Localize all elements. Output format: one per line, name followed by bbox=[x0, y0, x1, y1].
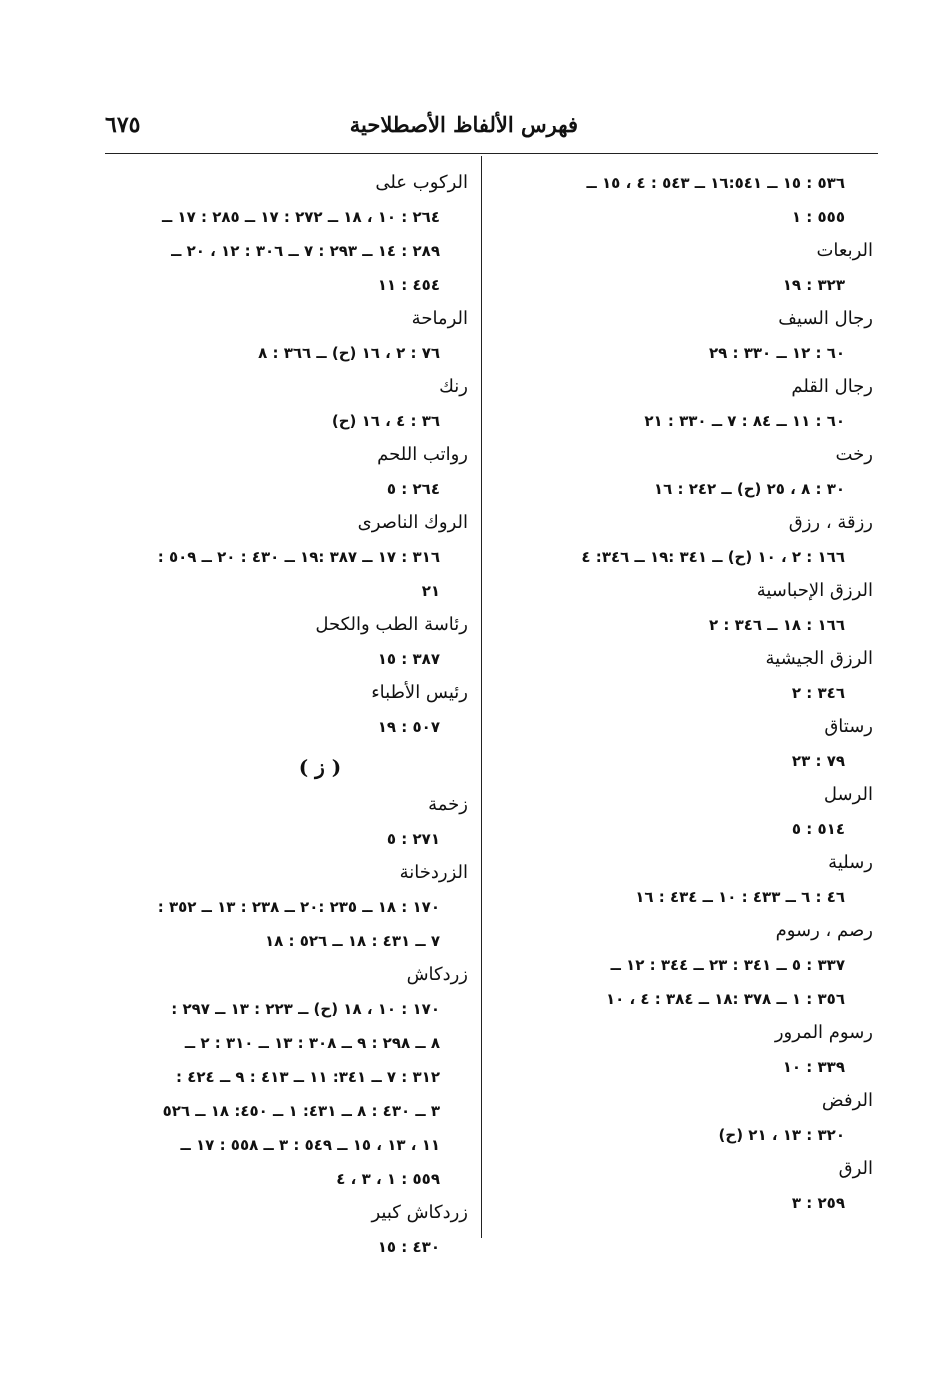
page-references: ٣٢٠ : ١٣ ، ٢١ (ح) bbox=[718, 1126, 845, 1144]
index-term: رئيس الأطباء bbox=[371, 682, 468, 703]
page-references: ٣١٢ : ٧ ــ ٣٤١: ١١ ــ ٤١٣ : ٩ ــ ٤٢٤ : bbox=[176, 1068, 440, 1086]
page-references: ٤٦ : ٦ ــ ٤٣٣ : ١٠ ــ ٤٣٤ : ١٦ bbox=[635, 888, 845, 906]
page-number: ٦٧٥ bbox=[105, 112, 141, 138]
page-references: ٣٢٣ : ١٩ bbox=[782, 276, 845, 294]
index-entry bbox=[100, 958, 470, 1196]
index-entry bbox=[497, 710, 875, 778]
index-term: رنك bbox=[439, 376, 468, 397]
page-references: ١٧٠ : ١٠ ، ١٨ (ح) ــ ٢٢٣ : ١٣ ــ ٢٩٧ : bbox=[171, 1000, 440, 1018]
index-entry bbox=[100, 370, 470, 438]
index-entry bbox=[497, 1084, 875, 1152]
index-entry bbox=[497, 370, 875, 438]
page-references: ٥٥٩ : ١ ، ٣ ، ٤ bbox=[336, 1170, 440, 1188]
index-entries-ra bbox=[100, 166, 470, 744]
page-references: ١١ ، ١٣ ، ١٥ ــ ٥٤٩ : ٣ ــ ٥٥٨ : ١٧ ــ bbox=[180, 1136, 440, 1154]
page-references: ٥٣٦ : ١٥ ــ ١٦:٥٤١ ــ ٥٤٣ : ٤ ، ١٥ ــ bbox=[586, 174, 845, 192]
index-column-right bbox=[497, 166, 875, 1220]
page-references: ٧٦ : ٢ ، ١٦ (ح) ــ ٣٦٦ : ٨ bbox=[258, 344, 440, 362]
index-term: الرماحة bbox=[411, 308, 468, 329]
index-entry bbox=[497, 506, 875, 574]
index-term: رسلية bbox=[828, 852, 873, 873]
page-header bbox=[105, 112, 878, 144]
index-entry bbox=[100, 788, 470, 856]
index-entry bbox=[497, 846, 875, 914]
page-references: ٤٣٠ : ١٥ bbox=[377, 1238, 440, 1256]
index-entry bbox=[497, 1152, 875, 1220]
index-term: رصم ، رسوم bbox=[775, 920, 873, 941]
index-entry bbox=[497, 642, 875, 710]
index-entry bbox=[100, 856, 470, 958]
index-entry bbox=[100, 1196, 470, 1264]
index-term: الركوب على bbox=[375, 172, 468, 193]
page-references: ٥١٤ : ٥ bbox=[791, 820, 845, 838]
index-entry bbox=[497, 914, 875, 1016]
index-term: الروك الناصرى bbox=[357, 512, 468, 533]
index-entry bbox=[100, 166, 470, 302]
index-entry bbox=[100, 608, 470, 676]
header-rule bbox=[105, 153, 878, 154]
page-references: ٢٨٩ : ١٤ ــ ٢٩٣ : ٧ ــ ٣٠٦ : ١٢ ، ٢٠ ــ bbox=[171, 242, 440, 260]
index-entry bbox=[497, 302, 875, 370]
page-references: ٣٨٧ : ١٥ bbox=[377, 650, 440, 668]
index-entry bbox=[497, 574, 875, 642]
page-references: ٢٧١ : ٥ bbox=[386, 830, 440, 848]
page-references: ٣١٦ : ١٧ ــ ٣٨٧ :١٩ ــ ٤٣٠ : ٢٠ ــ ٥٠٩ : bbox=[157, 548, 440, 566]
index-column-left bbox=[100, 166, 470, 1264]
page-references: ٤٥٤ : ١١ bbox=[377, 276, 440, 294]
index-term: رجال السيف bbox=[778, 308, 873, 329]
index-term: رستاق bbox=[824, 716, 873, 737]
page-references: ١٦٦ : ١٨ ــ ٣٤٦ : ٢ bbox=[708, 616, 845, 634]
page-references: ٢٥٩ : ٣ bbox=[791, 1194, 845, 1212]
index-term: زردكاش كبير bbox=[371, 1202, 468, 1223]
index-term: رزقة ، رزق bbox=[788, 512, 873, 533]
index-term: الزردخانة bbox=[399, 862, 468, 883]
page-references: ٣ ــ ٤٣٠ : ٨ ــ ٤٣١: ١ ــ ٤٥٠: ١٨ ــ ٥٢٦ bbox=[162, 1102, 440, 1120]
page-references: ٦٠ : ١١ ــ ٨٤ : ٧ ــ ٣٣٠ : ٢١ bbox=[644, 412, 845, 430]
page-references: ٣٠ : ٨ ، ٢٥ (ح) ــ ٢٤٢ : ١٦ bbox=[653, 480, 845, 498]
index-entry bbox=[497, 234, 875, 302]
index-term: زخمة bbox=[428, 794, 468, 815]
index-term: الرفض bbox=[821, 1090, 873, 1111]
index-term: رسوم المرور bbox=[774, 1022, 873, 1043]
page-references: ١٦٦ : ٢ ، ١٠ (ح) ــ ٣٤١ :١٩ ــ ٣٤٦: ٤ bbox=[581, 548, 845, 566]
page-title: فهرس الألفاظ الأصطلاحية bbox=[349, 112, 578, 137]
column-divider bbox=[481, 156, 482, 1238]
index-term: الرق bbox=[838, 1158, 873, 1179]
index-term: الرسل bbox=[823, 784, 873, 805]
index-term: الربعات bbox=[816, 240, 873, 261]
page-references: ٥٠٧ : ١٩ bbox=[377, 718, 440, 736]
page-references: ٣٤٦ : ٢ bbox=[791, 684, 845, 702]
index-term: رئاسة الطب والكحل bbox=[315, 614, 468, 635]
page-references: ٢٦٤ : ٥ bbox=[386, 480, 440, 498]
page-references: ٣٦ : ٤ ، ١٦ (ح) bbox=[331, 412, 440, 430]
index-term: رخت bbox=[835, 444, 873, 465]
index-term: الرزق الإحباسية bbox=[756, 580, 873, 601]
index-term: رواتب اللحم bbox=[377, 444, 468, 465]
index-entries-zay bbox=[100, 788, 470, 1264]
page-references: ٢٦٤ : ١٠ ، ١٨ ــ ٢٧٢ : ١٧ ــ ٢٨٥ : ١٧ ــ bbox=[161, 208, 440, 226]
page-references: ٣٣٧ : ٥ ــ ٣٤١ : ٢٣ ــ ٣٤٤ : ١٢ ــ bbox=[610, 956, 845, 974]
index-entry bbox=[100, 506, 470, 608]
page-references: ٣٥٦ : ١ ــ ٣٧٨ :١٨ ــ ٣٨٤ : ٤ ، ١٠ bbox=[605, 990, 845, 1008]
page-references: ٥٥٥ : ١ bbox=[791, 208, 845, 226]
index-entry bbox=[100, 302, 470, 370]
page-references: ١٧٠ : ١٨ ــ ٢٣٥ :٢٠ ــ ٢٣٨ : ١٣ ــ ٣٥٢ : bbox=[157, 898, 440, 916]
index-entry bbox=[497, 166, 875, 234]
page-references: ٧ ــ ٤٣١ : ١٨ ــ ٥٢٦ : ١٨ bbox=[264, 932, 440, 950]
index-entry bbox=[100, 438, 470, 506]
page-references: ٣٣٩ : ١٠ bbox=[782, 1058, 845, 1076]
index-entry bbox=[497, 1016, 875, 1084]
index-entry bbox=[100, 676, 470, 744]
page-references: ٨ ــ ٢٩٨ : ٩ ــ ٣٠٨ : ١٣ ــ ٣١٠ : ٢ ــ bbox=[184, 1034, 440, 1052]
index-term: زردكاش bbox=[406, 964, 468, 985]
page-references: ٧٩ : ٢٣ bbox=[791, 752, 845, 770]
index-entry bbox=[497, 778, 875, 846]
index-entry bbox=[497, 438, 875, 506]
page-references: ٦٠ : ١٢ ــ ٣٣٠ : ٢٩ bbox=[708, 344, 845, 362]
index-term: رجال القلم bbox=[791, 376, 873, 397]
page-references: ٢١ bbox=[421, 582, 440, 600]
letter-heading: ( ز ) bbox=[298, 755, 342, 779]
index-term: الرزق الجيشية bbox=[765, 648, 873, 669]
